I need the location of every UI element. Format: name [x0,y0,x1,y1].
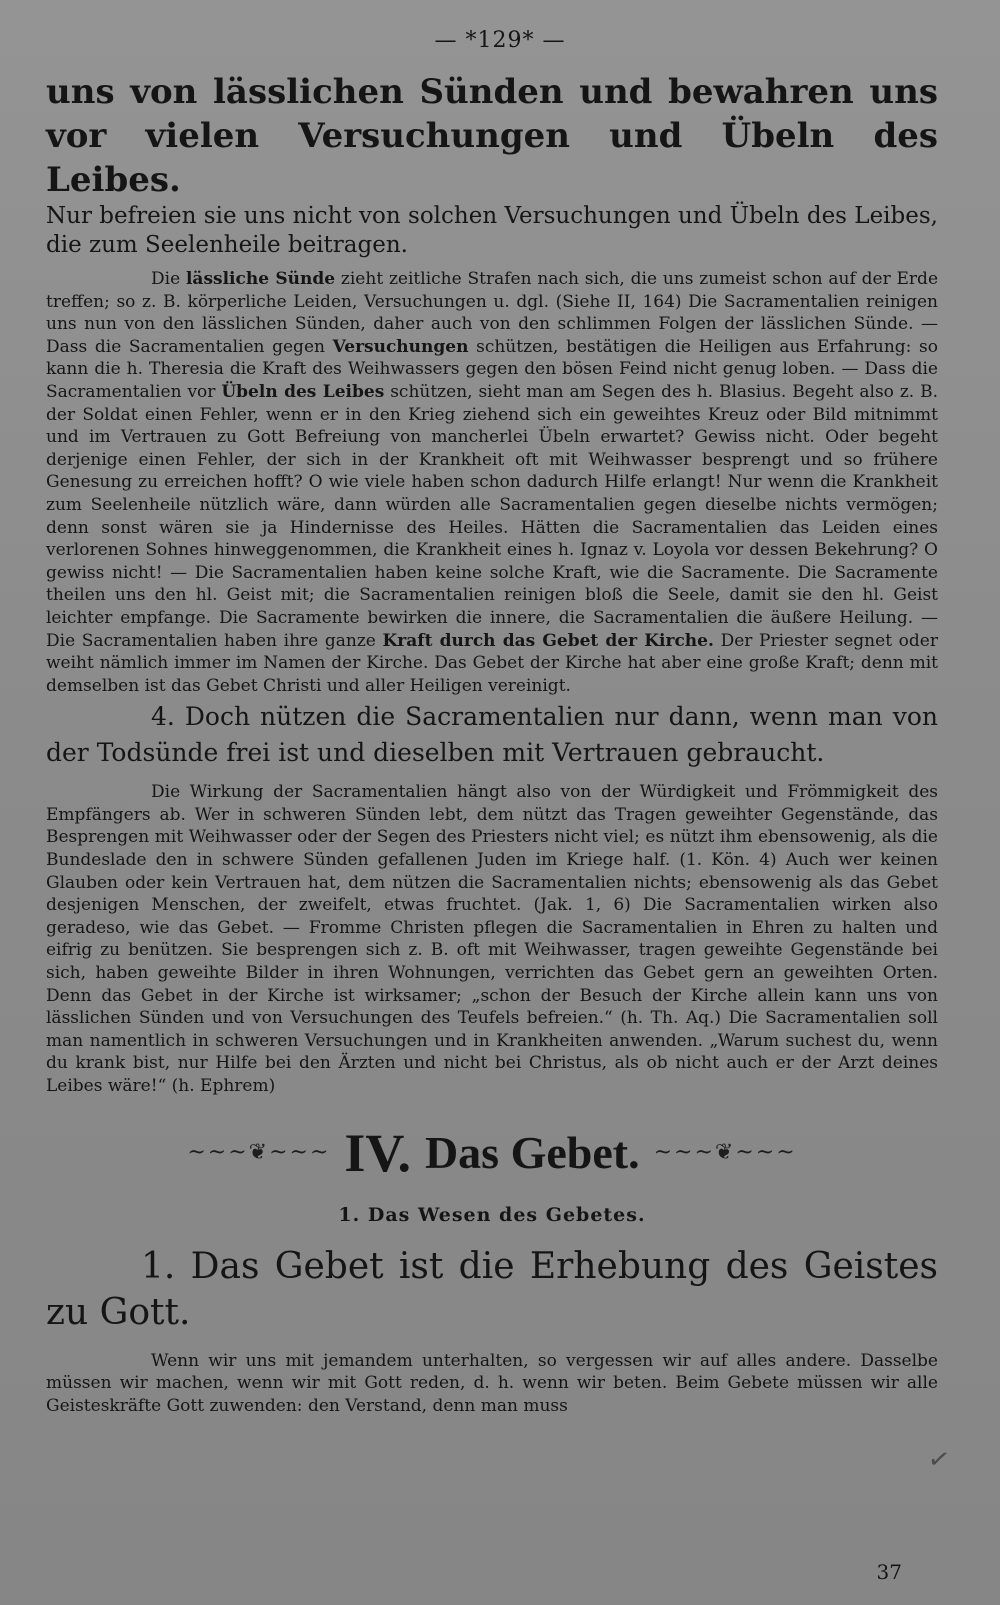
page-marker: — *129* — [434,28,566,53]
section-title: Das Gebet. [424,1127,640,1179]
text-segment: schützen, sieht man am Segen des h. Blasius. Begeht also z. B. der Soldat einen Fehler, wenn er in den Krieg ziehend sich ein geweihtes Kreuz oder Bild mitnimmt und im Vertrauen zu Gott Befreiung von mancherlei Übeln erwartet? Gewiss nicht. Oder begeht derjenige einen Fehler, der sich in der Krankheit oft mit Weihwasser besprengt und so frühere Genesung zu erreichen hofft? O wie viele haben schon dadurch Hilfe erlangt! Nur wenn die Krankheit zum Seelenheile nützlich wäre, dann würden alle Sacramentalien gegen dieselbe nichts vermögen; denn sonst wären sie ja Hindernisse des Heiles. Hätten die Sacramentalien das Leiden eines verlorenen Sohnes hinweggenommen, die Krankheit eines h. Ignaz v. Loyola vor dessen Bekehrung? O gewiss nicht! — Die Sacramentalien haben keine solche Kraft, wie die Sacramente. Die Sacramente theilen uns den hl. Geist mit; die Sacramentalien reinigen bloß die Seele, damit sie den hl. Geist leichter empfange. Die Sacramente bewirken die innere, die Sacramentalien die äußere Heilung. — Die Sacramentalien haben ihre ganze [46,381,938,651]
ornament-left-icon: ~~~❦~~~ [187,1140,331,1166]
intro-bold-lines: uns von lässlichen Sünden und bewahren uns vor vielen Versuchungen und Übeln des Leibes. [46,72,938,200]
emphasis-term: Kraft durch das Gebet der Kirche. [382,630,714,651]
point-4-heading: 4. Doch nützen die Sacramentalien nur dann, wenn man von der Todsünde frei ist und dieselben mit Vertrauen gebraucht. [46,702,938,768]
text-segment: schützen, bestätigen die Heiligen aus Erfahrung: so kann die h. Theresia die Kraft des Weihwassers gegen den bösen Feind nicht genug loben. — Dass die Sacramentalien vor [46,336,938,402]
paragraph-wirkung: Die Wirkung der Sacramentalien hängt also von der Würdigkeit und Frömmigkeit des Empfängers ab. Wer in schweren Sünden lebt, dem nützt das Tragen geweihter Gegenstände, das Besprengen mit Weihwasser oder der Segen des Priesters nicht viel; es nützt ihm ebensowenig, als die Bundeslade den in schwere Sünden gefallenen Juden im Kriege half. (1. Kön. 4) Auch wer keinen Glauben oder kein Vertrauen hat, dem nützen die Sacramentalien nichts; ebensowenig als das Gebet desjenigen Menschen, der zweifelt, etwas fruchtet. (Jak. 1, 6) Die Sacramentalien wirken also geradeso, wie das Gebet. — Fromme Christen pflegen die Sacramentalien in Ehren zu halten und eifrig zu benützen. Sie besprengen sich z. B. oft mit Weihwasser, tragen geweihte Gegenstände bei sich, haben geweihte Bilder in ihren Wohnungen, verrichten das Gebet gern an geweihten Orten. Denn das Gebet in der Kirche ist wirksamer; „schon der Besuch der Kirche allein kann uns von lässlichen Sünden und von Versuchungen des Teufels befreien.“ (h. Th. Aq.) Die Sacramentalien soll man namentlich in schweren Versuchungen und in Krankheiten anwenden. „Warum suchest du, wenn du krank bist, nur Hilfe bei den Ärzten und nicht bei Christus, als ob nicht auch er der Arzt deines Leibes wäre!“ (h. Ephrem) [46,782,938,1096]
ornament-right-icon: ~~~❦~~~ [653,1140,797,1166]
emphasis-term: lässliche Sünde [185,269,336,289]
page-content [46,70,938,1417]
margin-check-mark-icon: ✓ [925,1443,953,1477]
paragraph-gebet: Wenn wir uns mit jemandem unterhalten, so vergessen wir auf alles andere. Dasselbe müssen wir machen, wenn wir mit Gott reden, d. h. wenn wir beten. Beim Gebete müssen wir alle Geisteskräfte Gott zuwenden: den Verstand, denn man muss [46,1350,938,1416]
text-segment: Die [151,269,186,289]
section-numeral: IV. [344,1122,411,1183]
emphasis-term: Übeln des Leibes [221,381,385,402]
section-heading [46,1118,938,1188]
page-number: 37 [876,1560,902,1584]
text-segment: Der Priester segnet oder weiht nämlich immer im Namen der Kirche. Das Gebet der Kirche hat aber eine große Kraft; denn mit demselben ist das Gebet Christi und aller Heiligen vereinigt. [46,630,938,696]
paragraph-lassliche-suende [46,268,938,697]
text-segment: zieht zeitliche Strafen nach sich, die uns zumeist schon auf der Erde treffen; so z. B. körperliche Leiden, Versuchungen u. dgl. (Siehe II, 164) Die Sacramentalien reinigen uns nun von den lässlichen Sünden, daher auch von den schlimmen Folgen der lässlichen Sünde. — Dass die Sacramentalien gegen [46,269,939,357]
point-1-heading: 1. Das Gebet ist die Erhebung des Geistes zu Gott. [46,1245,938,1333]
intro-continuation: Nur befreien sie uns nicht von solchen Versuchungen und Übeln des Leibes, die zum Seelenheile beitragen. [46,203,938,258]
emphasis-term: Versuchungen [332,336,469,357]
subsection-heading: 1. Das Wesen des Gebetes. [338,1203,646,1226]
